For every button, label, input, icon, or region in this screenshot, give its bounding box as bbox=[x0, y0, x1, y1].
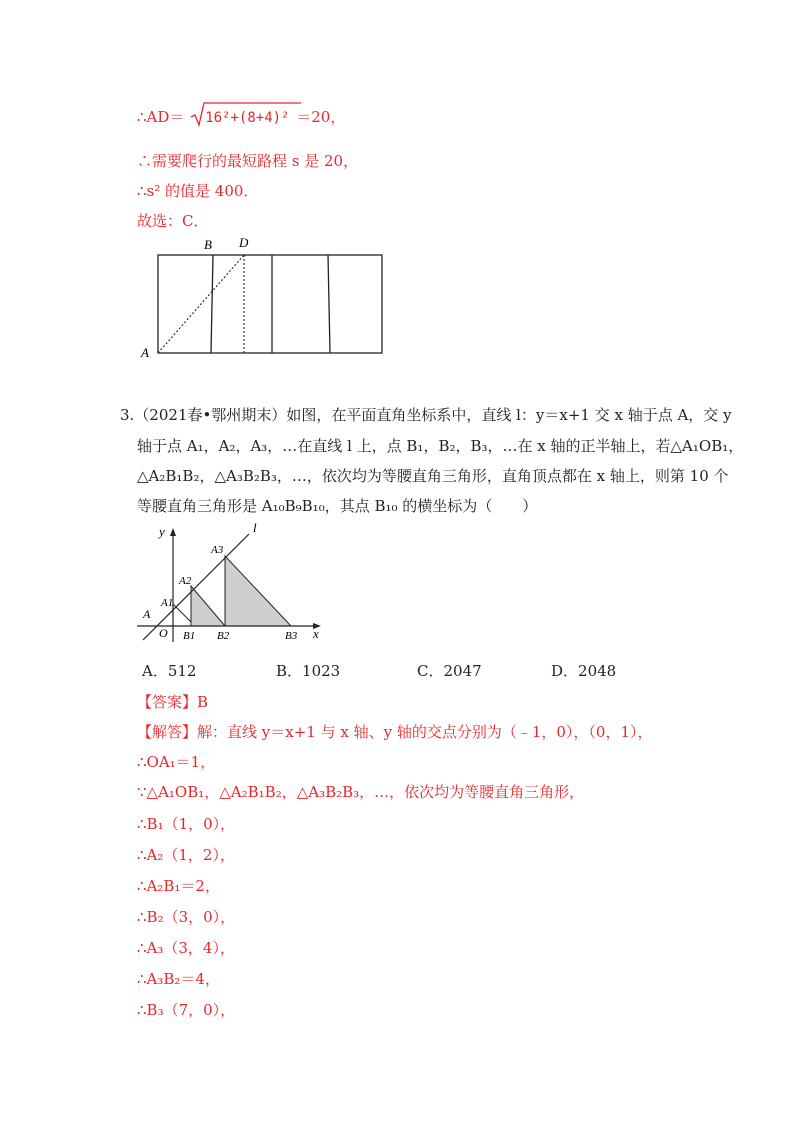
answer-line: 【答案】B bbox=[137, 693, 209, 711]
label-a3: A3 bbox=[211, 544, 224, 556]
label-d: D bbox=[239, 235, 249, 250]
solution-step-8: ∴A₃（3，4）， bbox=[137, 939, 235, 957]
sqrt-radicand: 16²+(8+4)² bbox=[205, 110, 290, 126]
problem3-line1: 3.（2021春•鄂州期末）如图，在平面直角坐标系中，直线 l：y＝x+1 交 x 轴于点 A，交 y bbox=[120, 406, 732, 424]
fold-line-b bbox=[211, 255, 213, 353]
solution-step-9: ∴A₃B₂＝4， bbox=[137, 970, 220, 988]
problem3-line4: 等腰直角三角形是 A₁₀B₉B₁₀，其点 B₁₀ 的横坐标为（ ） bbox=[137, 497, 538, 515]
ad-prefix: ∴AD＝ bbox=[137, 108, 185, 126]
label-a2: A2 bbox=[179, 575, 192, 587]
solution-step-10: ∴B₃（7，0）， bbox=[137, 1001, 236, 1019]
figure-unfolded-box bbox=[135, 233, 395, 363]
solution-step-5: ∴A₂（1，2）， bbox=[137, 846, 235, 864]
sqrt-expression bbox=[191, 107, 289, 128]
problem3-line3: △A₂B₁B₂，△A₃B₂B₃，…，依次均为等腰直角三角形，直角顶点都在 x 轴上，则第 10 个 bbox=[137, 467, 729, 485]
triangle-a3-b2-b3 bbox=[225, 556, 291, 626]
label-b3: B3 bbox=[285, 630, 298, 642]
solution-step-3: ∵△A₁OB₁，△A₂B₁B₂，△A₃B₂B₃，…，依次均为等腰直角三角形， bbox=[137, 783, 585, 801]
label-o: O bbox=[159, 626, 168, 640]
solution-step-2: ∴OA₁＝1， bbox=[137, 753, 216, 771]
label-b1: B1 bbox=[183, 630, 196, 642]
label-l: l bbox=[253, 520, 257, 535]
triangle-a2-b1-b2 bbox=[191, 586, 225, 626]
label-y: y bbox=[159, 524, 165, 539]
solution-step-6: ∴A₂B₁＝2， bbox=[137, 877, 220, 895]
solution-step-7: ∴B₂（3，0）， bbox=[137, 908, 236, 926]
ad-result: ＝20， bbox=[296, 108, 346, 126]
choice-line: 故选：C． bbox=[137, 212, 209, 230]
label-a: A bbox=[141, 345, 149, 360]
label-b: B bbox=[204, 237, 212, 252]
sqrt-sign-icon bbox=[191, 101, 301, 127]
fold-line-4 bbox=[328, 255, 330, 353]
solution-step-1: 【解答】解：直线 y＝x+1 与 x 轴、y 轴的交点分别为（﹣1，0），（0，1）， bbox=[137, 723, 653, 741]
figure-coordinate-plane bbox=[137, 520, 337, 645]
option-d[interactable]: D．2048 bbox=[551, 662, 617, 680]
label-a: A bbox=[143, 607, 151, 621]
label-a1: A1 bbox=[161, 597, 174, 609]
option-a[interactable]: A．512 bbox=[142, 662, 197, 680]
path-ad-dotted bbox=[158, 255, 244, 353]
outer-rectangle bbox=[158, 255, 382, 353]
option-c[interactable]: C．2047 bbox=[417, 662, 482, 680]
shortest-path-line: ∴需要爬行的最短路程 s 是 20， bbox=[137, 152, 359, 170]
label-x: x bbox=[313, 626, 319, 641]
option-b[interactable]: B．1023 bbox=[276, 662, 341, 680]
label-b2: B2 bbox=[217, 630, 230, 642]
solution-step-4: ∴B₁（1，0）， bbox=[137, 815, 236, 833]
problem3-line2: 轴于点 A₁，A₂，A₃，…在直线 l 上，点 B₁，B₂，B₃，…在 x 轴的正半轴上，若△A₁OB₁， bbox=[137, 437, 744, 455]
s-squared-line: ∴s² 的值是 400． bbox=[137, 182, 259, 200]
ad-line bbox=[137, 107, 345, 128]
y-axis-arrow-icon bbox=[170, 528, 176, 536]
